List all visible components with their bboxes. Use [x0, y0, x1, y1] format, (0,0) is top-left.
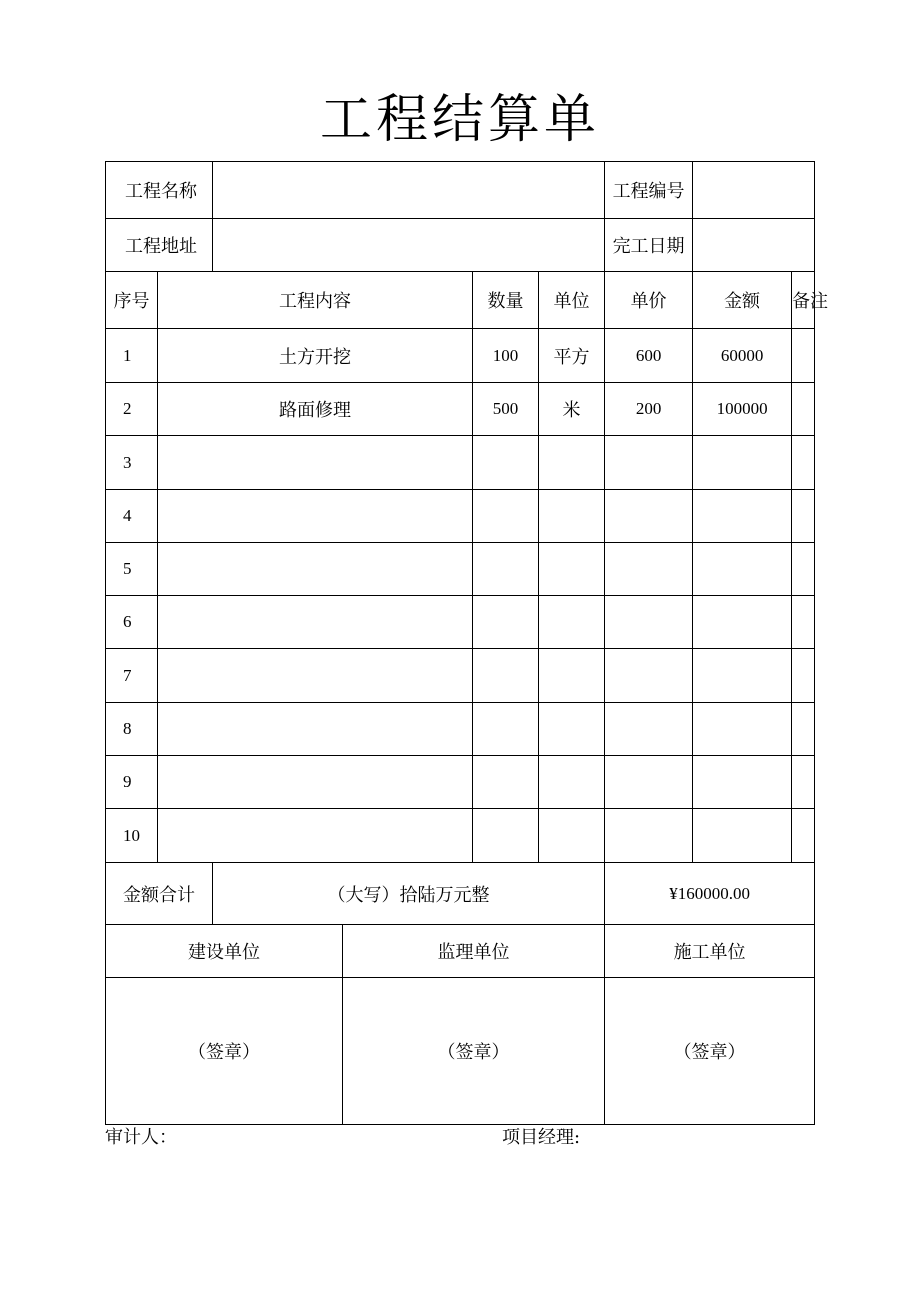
row-content[interactable] [158, 756, 473, 809]
completion-date-field[interactable] [693, 219, 815, 272]
row-content[interactable] [158, 596, 473, 649]
project-code-field[interactable] [693, 162, 815, 219]
row-price[interactable] [605, 809, 693, 863]
row-quantity[interactable] [473, 490, 539, 543]
table-row [106, 436, 815, 490]
row-amount[interactable] [693, 543, 792, 596]
col-header-note: 备注 [792, 272, 815, 329]
col-header-content: 工程内容 [158, 272, 473, 329]
row-index: 10 [106, 809, 158, 863]
row-note[interactable] [792, 596, 815, 649]
row-amount[interactable]: 100000 [693, 383, 792, 436]
table-row [106, 543, 815, 596]
project-manager-label: 项目经理: [502, 1127, 581, 1148]
col-header-unit: 单位 [539, 272, 605, 329]
row-note[interactable] [792, 490, 815, 543]
project-address-field[interactable] [213, 219, 605, 272]
row-index: 3 [106, 436, 158, 490]
row-amount[interactable] [693, 809, 792, 863]
supervision-unit-label: 监理单位 [343, 925, 605, 978]
row-note[interactable] [792, 703, 815, 756]
settlement-table [105, 161, 829, 1125]
row-index: 5 [106, 543, 158, 596]
row-amount[interactable] [693, 649, 792, 703]
row-content[interactable]: 路面修理 [158, 383, 473, 436]
row-note[interactable] [792, 756, 815, 809]
row-price[interactable]: 600 [605, 329, 693, 383]
row-unit[interactable] [539, 490, 605, 543]
row-amount[interactable] [693, 703, 792, 756]
row-index: 1 [106, 329, 158, 383]
table-row [106, 329, 815, 383]
total-row [106, 863, 815, 925]
construction-seal-area[interactable]: （签章） [106, 978, 343, 1125]
info-row-address [106, 219, 815, 272]
row-unit[interactable] [539, 543, 605, 596]
row-unit[interactable] [539, 436, 605, 490]
contractor-seal-area[interactable]: （签章） [605, 978, 815, 1125]
row-amount[interactable]: 60000 [693, 329, 792, 383]
project-name-label: 工程名称 [106, 162, 213, 219]
column-header-row [106, 272, 815, 329]
row-index: 4 [106, 490, 158, 543]
row-note[interactable] [792, 436, 815, 490]
row-price[interactable] [605, 703, 693, 756]
table-row [106, 649, 815, 703]
project-name-field[interactable] [213, 162, 605, 219]
row-amount[interactable] [693, 756, 792, 809]
supervision-seal-area[interactable]: （签章） [343, 978, 605, 1125]
project-code-label: 工程编号 [605, 162, 693, 219]
row-unit[interactable] [539, 756, 605, 809]
row-note[interactable] [792, 649, 815, 703]
row-index: 2 [106, 383, 158, 436]
col-header-price: 单价 [605, 272, 693, 329]
col-header-amount: 金额 [693, 272, 792, 329]
contractor-unit-label: 施工单位 [605, 925, 815, 978]
table-row [106, 703, 815, 756]
row-quantity[interactable] [473, 436, 539, 490]
project-address-label: 工程地址 [106, 219, 213, 272]
row-index: 9 [106, 756, 158, 809]
row-unit[interactable] [539, 703, 605, 756]
col-header-index: 序号 [106, 272, 158, 329]
table-row [106, 756, 815, 809]
row-quantity[interactable] [473, 649, 539, 703]
row-content[interactable] [158, 703, 473, 756]
table-row [106, 383, 815, 436]
row-index: 7 [106, 649, 158, 703]
signature-header-row [106, 925, 815, 978]
row-price[interactable] [605, 436, 693, 490]
row-note[interactable] [792, 543, 815, 596]
completion-date-label: 完工日期 [605, 219, 693, 272]
row-unit[interactable] [539, 809, 605, 863]
row-quantity[interactable] [473, 756, 539, 809]
document-title: 工程结算单 [319, 90, 600, 150]
row-quantity[interactable] [473, 703, 539, 756]
row-price[interactable]: 200 [605, 383, 693, 436]
row-amount[interactable] [693, 436, 792, 490]
row-quantity[interactable]: 100 [473, 329, 539, 383]
row-unit[interactable]: 平方 [539, 329, 605, 383]
total-label: 金额合计 [106, 863, 213, 925]
row-quantity[interactable] [473, 596, 539, 649]
row-content[interactable] [158, 649, 473, 703]
row-amount[interactable] [693, 490, 792, 543]
row-content[interactable] [158, 543, 473, 596]
row-price[interactable] [605, 649, 693, 703]
row-note[interactable] [792, 383, 815, 436]
row-unit[interactable] [539, 649, 605, 703]
total-capital[interactable]: （大写）拾陆万元整 [213, 863, 605, 925]
row-price[interactable] [605, 490, 693, 543]
total-figure[interactable]: ¥160000.00 [605, 863, 815, 925]
row-note[interactable] [792, 329, 815, 383]
row-quantity[interactable] [473, 809, 539, 863]
row-index: 6 [106, 596, 158, 649]
table-row [106, 596, 815, 649]
auditor-label: 审计人： [105, 1127, 177, 1148]
row-price[interactable] [605, 543, 693, 596]
signature-row [106, 978, 815, 1125]
row-index: 8 [106, 703, 158, 756]
row-quantity[interactable] [473, 543, 539, 596]
row-content[interactable]: 土方开挖 [158, 329, 473, 383]
row-content[interactable] [158, 490, 473, 543]
table-row [106, 490, 815, 543]
row-unit[interactable] [539, 596, 605, 649]
construction-unit-label: 建设单位 [106, 925, 343, 978]
row-note[interactable] [792, 809, 815, 863]
row-quantity[interactable]: 500 [473, 383, 539, 436]
row-unit[interactable]: 米 [539, 383, 605, 436]
col-header-quantity: 数量 [473, 272, 539, 329]
row-content[interactable] [158, 436, 473, 490]
row-content[interactable] [158, 809, 473, 863]
row-amount[interactable] [693, 596, 792, 649]
table-row [106, 809, 815, 863]
row-price[interactable] [605, 756, 693, 809]
row-price[interactable] [605, 596, 693, 649]
info-row-name [106, 162, 815, 219]
